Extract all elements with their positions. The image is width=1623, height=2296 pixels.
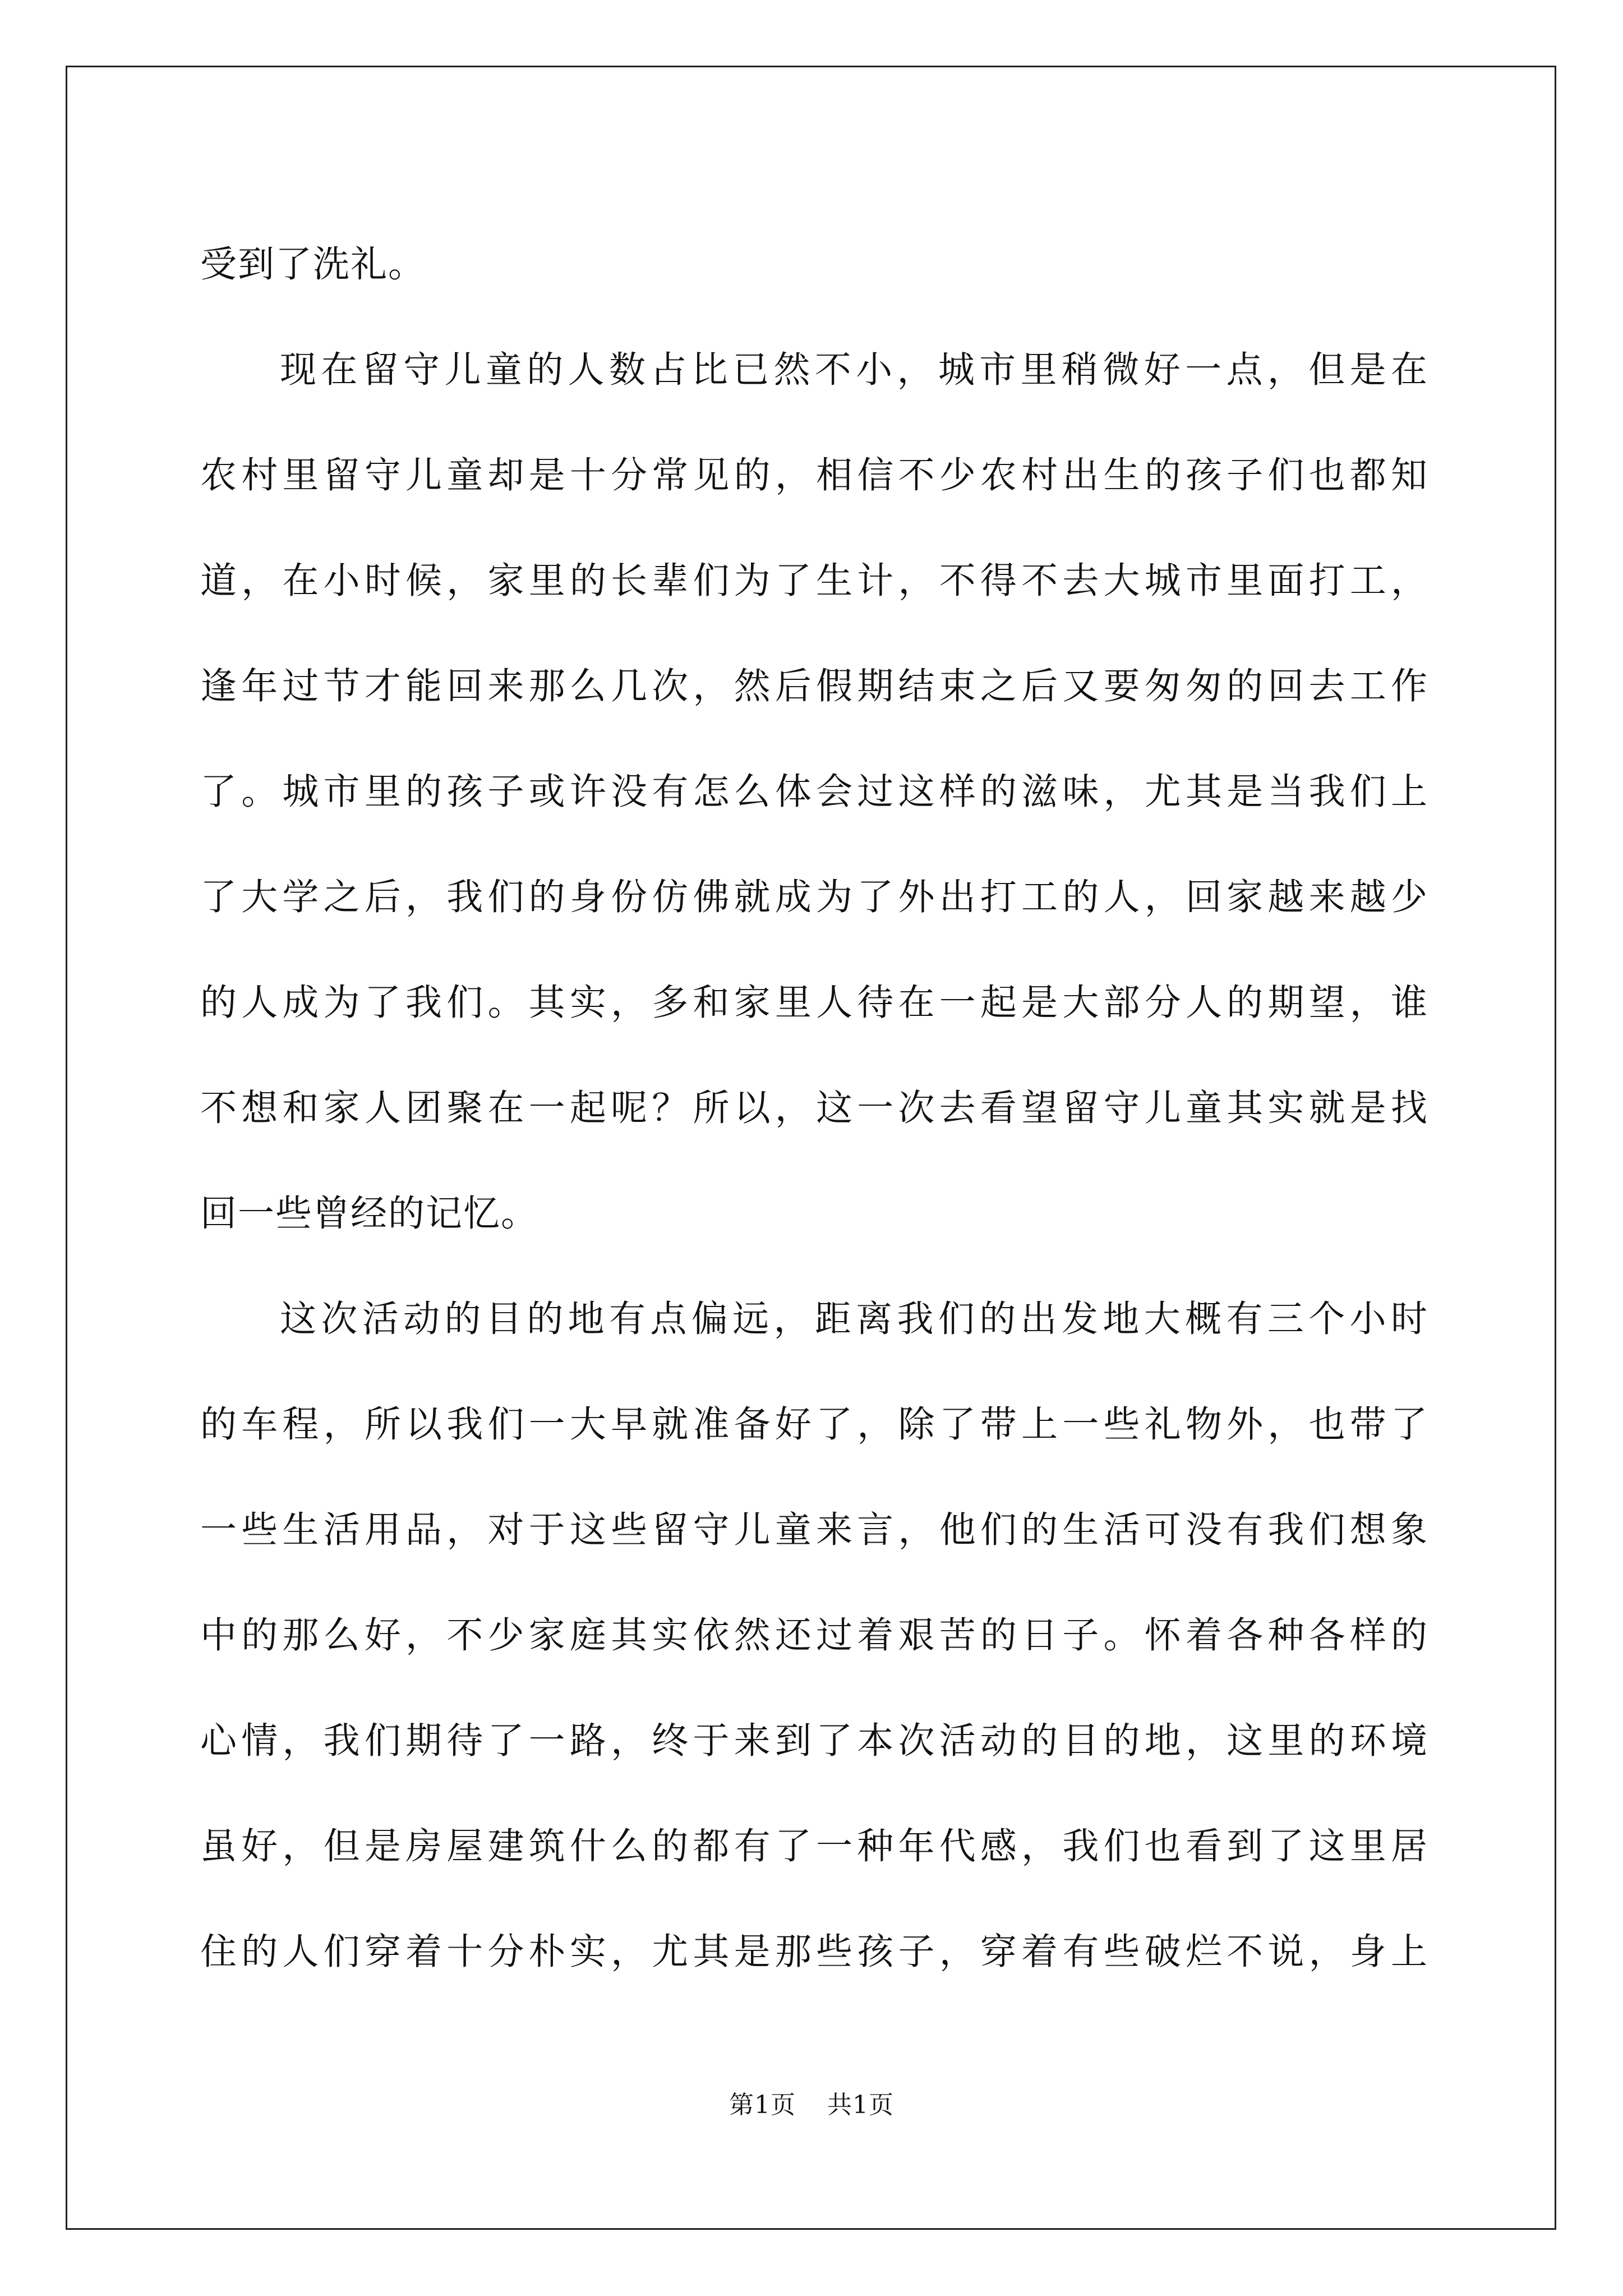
text-line: 回一些曾经的记忆。 (200, 1193, 539, 1235)
text-line: 农村里留守儿童却是十分常见的，相信不少农村出生的孩子们也都知 (200, 454, 1428, 496)
page-total: 共1页 (827, 2091, 894, 2119)
text-line: 了。城市里的孩子或许没有怎么体会过这样的滋味，尤其是当我们上 (200, 771, 1428, 813)
page-number: 第1页 (729, 2091, 796, 2119)
text-line: 一些生活用品，对于这些留守儿童来言，他们的生活可没有我们想象 (200, 1509, 1428, 1551)
text-line: 心情，我们期待了一路，终于来到了本次活动的目的地，这里的环境 (200, 1720, 1428, 1762)
text-line: 逢年过节才能回来那么几次，然后假期结束之后又要匆匆的回去工作 (200, 665, 1428, 707)
text-line: 的车程，所以我们一大早就准备好了，除了带上一些礼物外，也带了 (200, 1404, 1428, 1446)
paragraph-first-line: 这次活动的目的地有点偏远，距离我们的出发地大概有三个小时 (280, 1298, 1428, 1340)
document-body (200, 212, 1428, 2005)
text-line: 道，在小时候，家里的长辈们为了生计，不得不去大城市里面打工， (200, 560, 1428, 602)
text-line: 住的人们穿着十分朴实，尤其是那些孩子，穿着有些破烂不说，身上 (200, 1931, 1428, 1973)
text-line: 了大学之后，我们的身份仿佛就成为了外出打工的人，回家越来越少 (200, 876, 1428, 918)
text-line: 受到了洗礼。 (200, 243, 426, 286)
text-line: 不想和家人团聚在一起呢？所以，这一次去看望留守儿童其实就是找 (200, 1087, 1428, 1129)
text-line: 的人成为了我们。其实，多和家里人待在一起是大部分人的期望，谁 (200, 982, 1428, 1024)
paragraph-first-line: 现在留守儿童的人数占比已然不小，城市里稍微好一点，但是在 (280, 349, 1428, 391)
page-footer (0, 2085, 1623, 2120)
text-line: 中的那么好，不少家庭其实依然还过着艰苦的日子。怀着各种各样的 (200, 1614, 1428, 1657)
text-line: 虽好，但是房屋建筑什么的都有了一种年代感，我们也看到了这里居 (200, 1825, 1428, 1867)
